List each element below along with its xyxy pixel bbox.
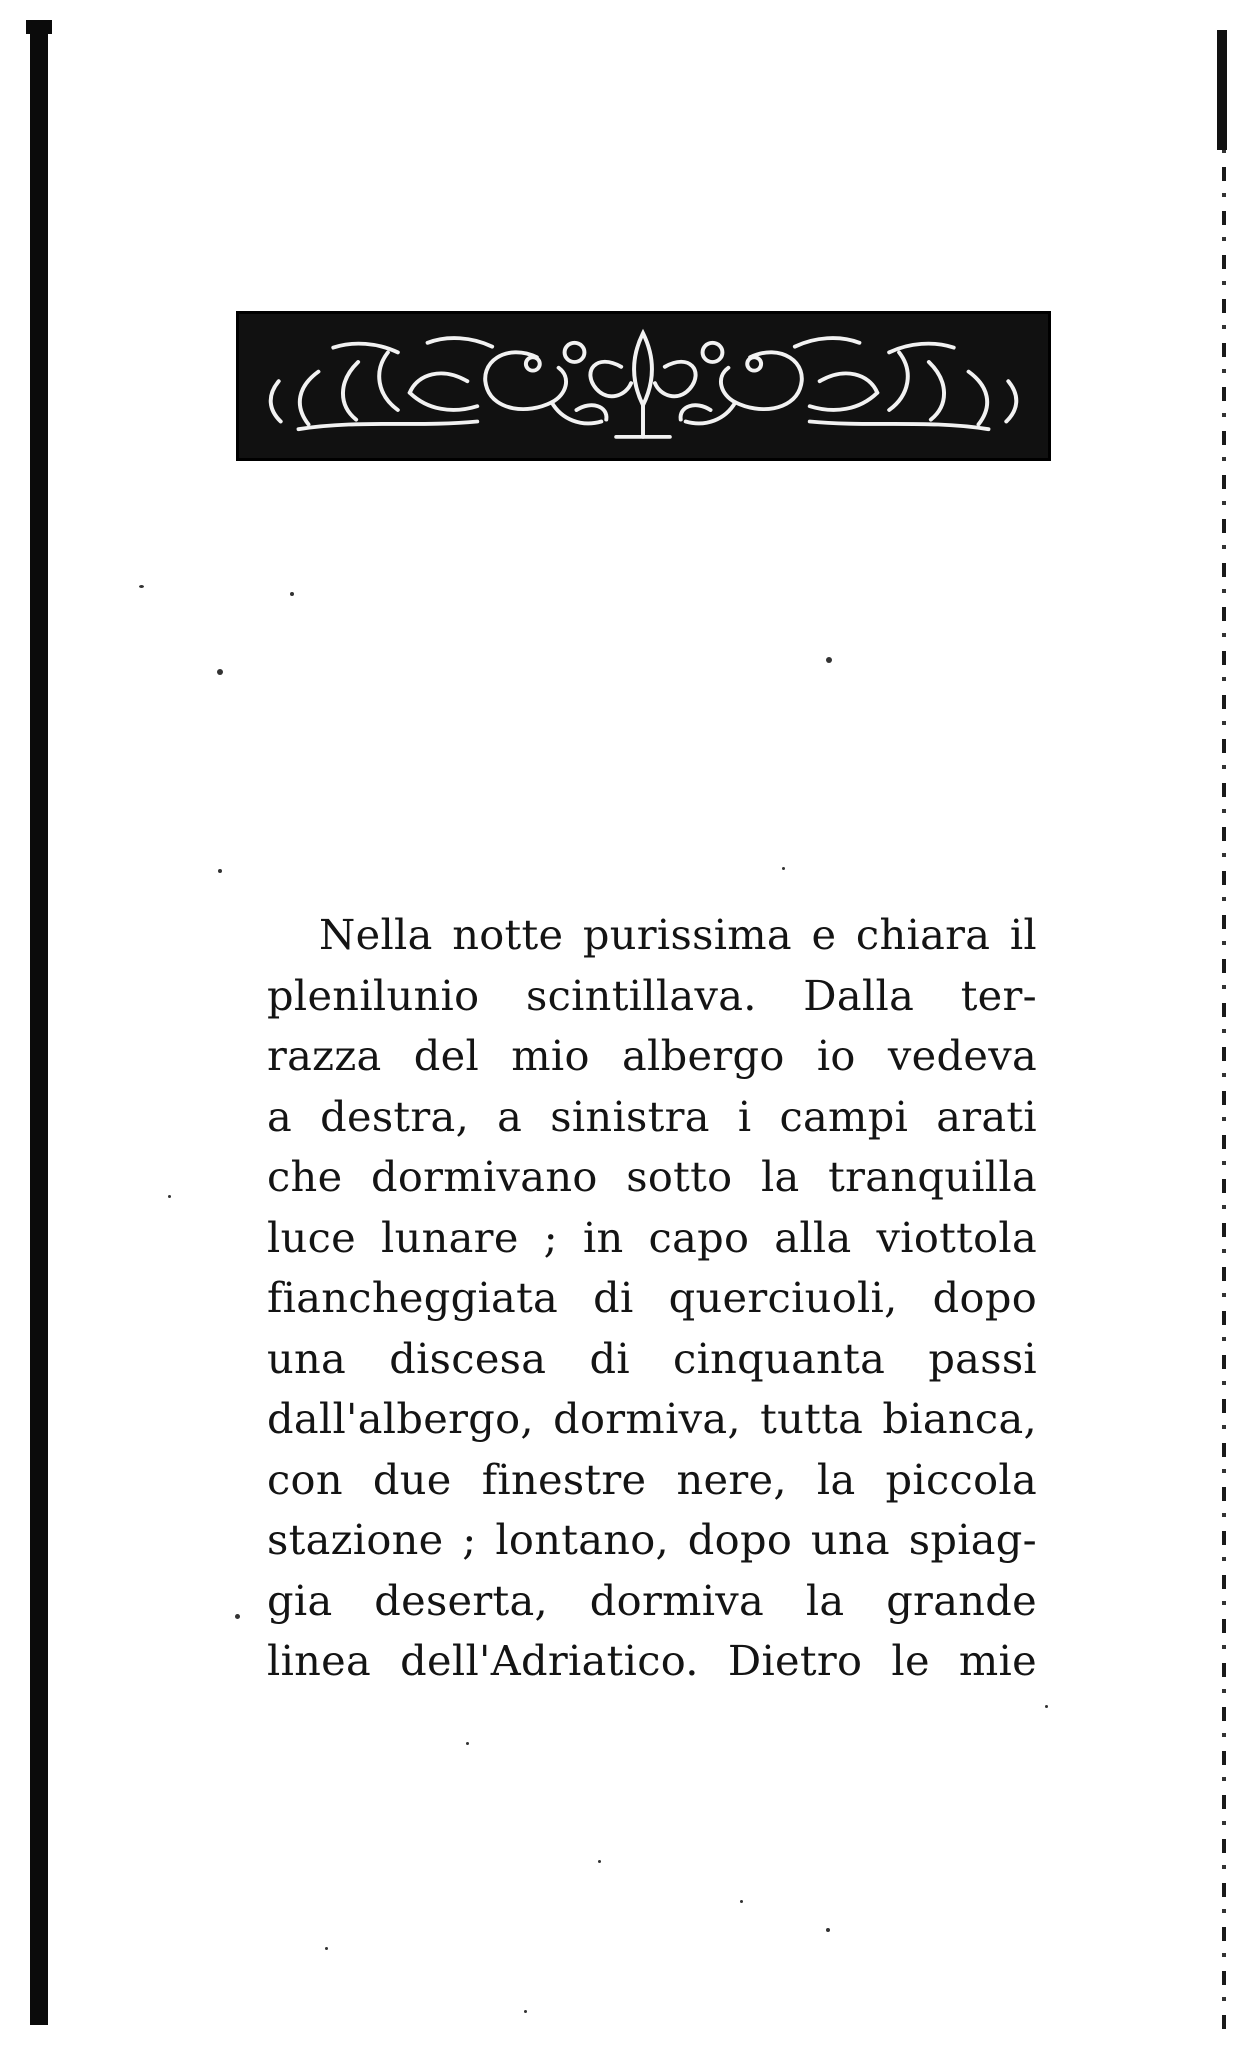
binding-edge	[30, 25, 48, 2025]
scan-speck	[740, 1900, 743, 1903]
scan-speck	[782, 867, 785, 870]
scan-speck	[466, 1742, 469, 1745]
floral-ornament-icon	[236, 311, 1051, 461]
scan-speck	[168, 1195, 171, 1198]
text-line: con due finestre nere, la piccola	[267, 1454, 1037, 1504]
ornament-svg	[239, 314, 1048, 458]
text-line: gia deserta, dormiva la grande	[267, 1575, 1037, 1625]
scan-speck	[235, 1614, 240, 1619]
gutter-shadow-tip	[1217, 30, 1227, 150]
text-line: Nella notte purissima e chiara il	[319, 910, 1037, 959]
scan-speck	[598, 1860, 601, 1863]
text-line: a destra, a sinistra i campi arati	[267, 1091, 1037, 1141]
gutter-shadow	[1222, 35, 1226, 2035]
binding-edge-tip	[26, 20, 52, 34]
scan-speck	[290, 592, 294, 596]
scan-speck	[217, 669, 223, 675]
scan-speck	[826, 1928, 830, 1932]
text-line: luce lunare ; in capo alla viottola	[267, 1212, 1037, 1262]
text-line: plenilunio scintillava. Dalla ter-	[267, 970, 1037, 1020]
text-line: stazione ; lontano, dopo una spiag-	[267, 1515, 1037, 1564]
scan-speck	[139, 585, 144, 588]
text-line: una discesa di cinquanta passi	[267, 1333, 1037, 1383]
scan-speck	[1045, 1705, 1048, 1708]
text-line: linea dell'Adriatico. Dietro le mie	[267, 1636, 1037, 1685]
body-text	[267, 905, 1037, 1692]
text-line: che dormivano sotto la tranquilla	[267, 1152, 1037, 1201]
scan-speck	[826, 657, 832, 663]
text-line: dall'albergo, dormiva, tutta bianca,	[267, 1394, 1037, 1443]
text-line: fiancheggiata di querciuoli, dopo	[267, 1273, 1037, 1322]
scan-speck	[524, 2010, 527, 2013]
scan-speck	[218, 869, 222, 873]
text-line: razza del mio albergo io vedeva	[267, 1031, 1037, 1080]
scan-speck	[325, 1947, 328, 1950]
